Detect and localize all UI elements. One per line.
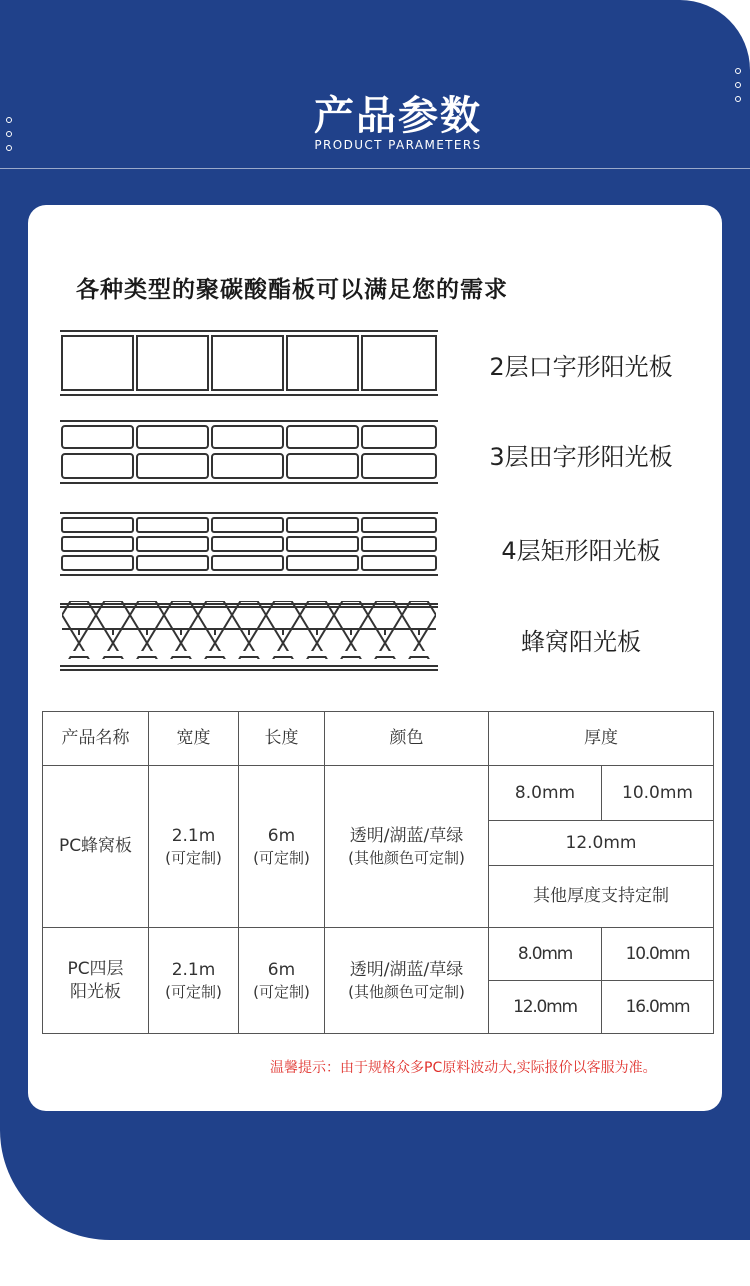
- header-color: 颜色: [325, 712, 489, 766]
- row1-width-cell: [149, 766, 239, 928]
- spec-table: [42, 711, 714, 1034]
- row2-thickness-b: 10.0mm: [602, 928, 714, 981]
- row2-color: 透明/湖蓝/草绿: [349, 959, 464, 980]
- header-name: 产品名称: [43, 712, 149, 766]
- two-wall-board-icon: [58, 328, 440, 398]
- row1-thickness-a: 8.0mm: [489, 766, 602, 821]
- row2-length-cell: [239, 928, 325, 1034]
- table-header-row: [43, 712, 714, 766]
- row1-thickness-b: 10.0mm: [602, 766, 714, 821]
- row2-name-cell: [43, 928, 149, 1034]
- row2-color-cell: [325, 928, 489, 1034]
- row1-length: 6m: [267, 825, 296, 846]
- row1-length-cell: [239, 766, 325, 928]
- header-width: 宽度: [149, 712, 239, 766]
- section-headline: 各种类型的聚碳酸酯板可以满足您的需求: [76, 277, 508, 303]
- board-label-honeycomb: 蜂窝阳光板: [521, 628, 641, 656]
- honeycomb-board-icon: [58, 601, 440, 673]
- row2-color-note: (其他颜色可定制): [348, 982, 465, 1001]
- row1-name: PC蜂窝板: [43, 766, 149, 928]
- page-title: 产品参数: [314, 93, 482, 139]
- price-notice: 温馨提示：由于规格众多PC原料波动大,实际报价以客服为准。: [270, 1060, 657, 1076]
- header-divider: [0, 168, 750, 169]
- row1-thickness-c: 12.0mm: [489, 821, 714, 866]
- header-thickness: 厚度: [489, 712, 714, 766]
- row1-thickness-custom: 其他厚度支持定制: [489, 866, 714, 928]
- row2-thickness-d: 16.0mm: [602, 981, 714, 1034]
- row1-length-note: (可定制): [253, 848, 310, 867]
- three-wall-board-icon: [58, 418, 440, 486]
- row2-name-line2: 阳光板: [70, 981, 121, 1002]
- row2-length: 6m: [267, 959, 296, 980]
- row2-thickness-c: 12.0mm: [489, 981, 602, 1034]
- row2-width: 2.1m: [171, 959, 216, 980]
- row2-thickness-a: 8.0mm: [489, 928, 602, 981]
- board-label-two-wall: 2层口字形阳光板: [489, 353, 673, 381]
- row1-width: 2.1m: [171, 825, 216, 846]
- row2-width-note: (可定制): [165, 982, 222, 1001]
- row1-color-note: (其他颜色可定制): [348, 848, 465, 867]
- row2-width-cell: [149, 928, 239, 1034]
- board-label-three-wall: 3层田字形阳光板: [489, 443, 673, 471]
- row2-name-line1: PC四层: [67, 958, 124, 979]
- page-subtitle: PRODUCT PARAMETERS: [314, 138, 482, 152]
- header-length: 长度: [239, 712, 325, 766]
- row1-color-cell: [325, 766, 489, 928]
- board-label-four-wall: 4层矩形阳光板: [501, 537, 661, 565]
- row1-width-note: (可定制): [165, 848, 222, 867]
- row2-length-note: (可定制): [253, 982, 310, 1001]
- table-row: [43, 928, 714, 981]
- table-row: [43, 766, 714, 821]
- four-wall-board-icon: [58, 510, 440, 578]
- row1-color: 透明/湖蓝/草绿: [349, 825, 464, 846]
